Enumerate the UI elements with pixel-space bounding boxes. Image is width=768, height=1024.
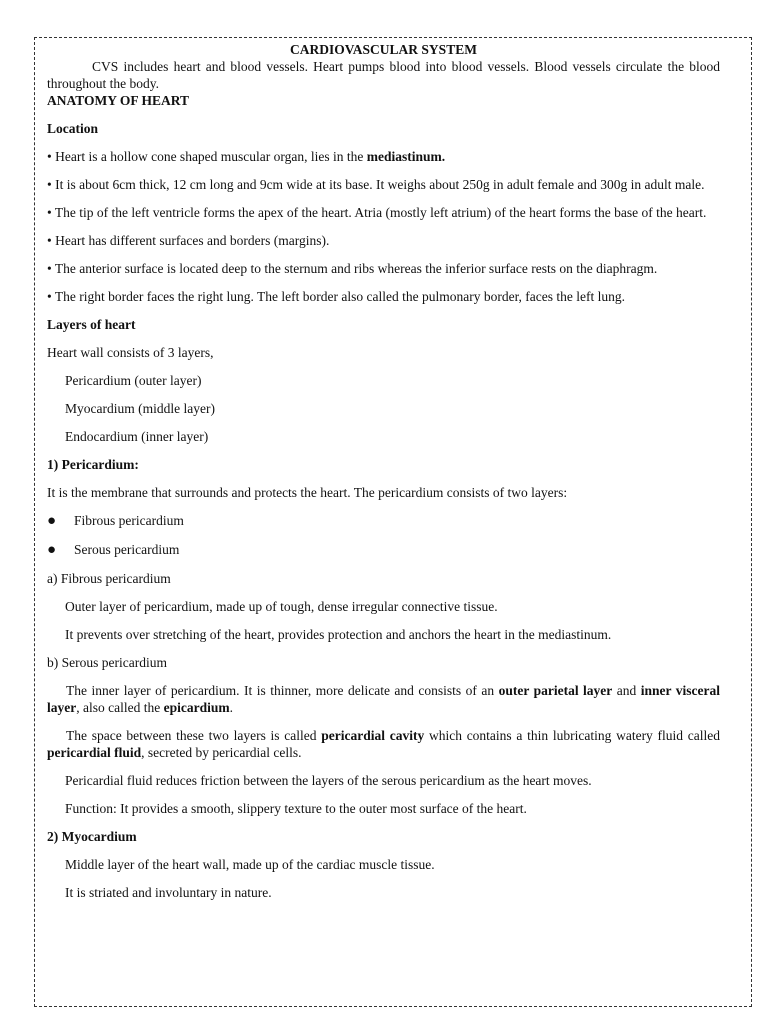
subheading-pericardium: 1) Pericardium: [47, 457, 139, 472]
myocardium-line-2: It is striated and involuntary in nature. [65, 885, 272, 900]
text-run: and [612, 683, 641, 698]
pericardium-bullet-fibrous [47, 512, 720, 530]
serous-paragraph-2 [47, 727, 720, 761]
location-bullet-6: • The right border faces the right lung. The left border also called the pulmonary border, faces the left lung. [47, 289, 625, 304]
location-bullet-1-bold: mediastinum. [366, 149, 446, 164]
subheading-serous: b) Serous pericardium [47, 655, 167, 670]
subheading-fibrous: a) Fibrous pericardium [47, 571, 171, 586]
subheading-location: Location [47, 121, 99, 136]
bold-run: pericardial cavity [321, 728, 425, 743]
text-run: , secreted by pericardial cells. [141, 745, 302, 760]
serous-paragraph-3: Pericardial fluid reduces friction between the layers of the serous pericardium as the heart moves. [65, 773, 592, 788]
layer-item-endocardium: Endocardium (inner layer) [65, 429, 209, 444]
section-heading-anatomy: ANATOMY OF HEART [47, 93, 190, 108]
serous-function: Function: It provides a smooth, slippery texture to the outer most surface of the heart. [65, 801, 527, 816]
text-run: which contains a thin lubricating watery fluid called [424, 728, 720, 743]
document-body [47, 41, 720, 901]
text-run: The inner layer of pericardium. It is thinner, more delicate and consists of an [66, 683, 499, 698]
text-run: . [229, 700, 233, 715]
location-bullet-4: • Heart has different surfaces and borders (margins). [47, 233, 330, 248]
intro-paragraph: CVS includes heart and blood vessels. Heart pumps blood into blood vessels. Blood vessels circulate the blood throughout the body. [47, 59, 720, 91]
subheading-myocardium: 2) Myocardium [47, 829, 137, 844]
bullet-text: Fibrous pericardium [74, 513, 184, 528]
location-bullet-1-text: • Heart is a hollow cone shaped muscular organ, lies in the [47, 149, 367, 164]
bold-run: epicardium [163, 700, 230, 715]
location-bullet-1 [47, 148, 720, 165]
bold-run: pericardial fluid [47, 745, 142, 760]
bold-run: outer parietal layer [498, 683, 613, 698]
layers-intro: Heart wall consists of 3 layers, [47, 345, 214, 360]
layer-item-pericardium: Pericardium (outer layer) [65, 373, 202, 388]
fibrous-line-2: It prevents over stretching of the heart, provides protection and anchors the heart in the mediastinum. [65, 627, 612, 642]
pericardium-bullet-serous [47, 541, 720, 559]
location-bullet-5: • The anterior surface is located deep to the sternum and ribs whereas the inferior surface rests on the diaphragm. [47, 261, 658, 276]
text-run: , also called the [76, 700, 164, 715]
subheading-layers: Layers of heart [47, 317, 136, 332]
layer-item-myocardium: Myocardium (middle layer) [65, 401, 215, 416]
myocardium-line-1: Middle layer of the heart wall, made up of the cardiac muscle tissue. [65, 857, 435, 872]
text-run: The space between these two layers is called [66, 728, 322, 743]
fibrous-line-1: Outer layer of pericardium, made up of tough, dense irregular connective tissue. [65, 599, 498, 614]
bullet-text: Serous pericardium [74, 542, 180, 557]
bullet-dot-icon: ● [47, 542, 57, 558]
serous-paragraph-1 [47, 682, 720, 716]
location-bullet-2: • It is about 6cm thick, 12 cm long and 9cm wide at its base. It weighs about 250g in adult female and 300g in adult male. [47, 177, 705, 192]
pericardium-description: It is the membrane that surrounds and protects the heart. The pericardium consists of two layers: [47, 485, 568, 500]
bullet-dot-icon: ● [47, 513, 57, 529]
page-title: CARDIOVASCULAR SYSTEM [290, 42, 477, 57]
bold-run: inner visceral layer [47, 683, 720, 715]
location-bullet-3: • The tip of the left ventricle forms the apex of the heart. Atria (mostly left atrium) of the heart forms the base of the heart. [47, 205, 707, 220]
